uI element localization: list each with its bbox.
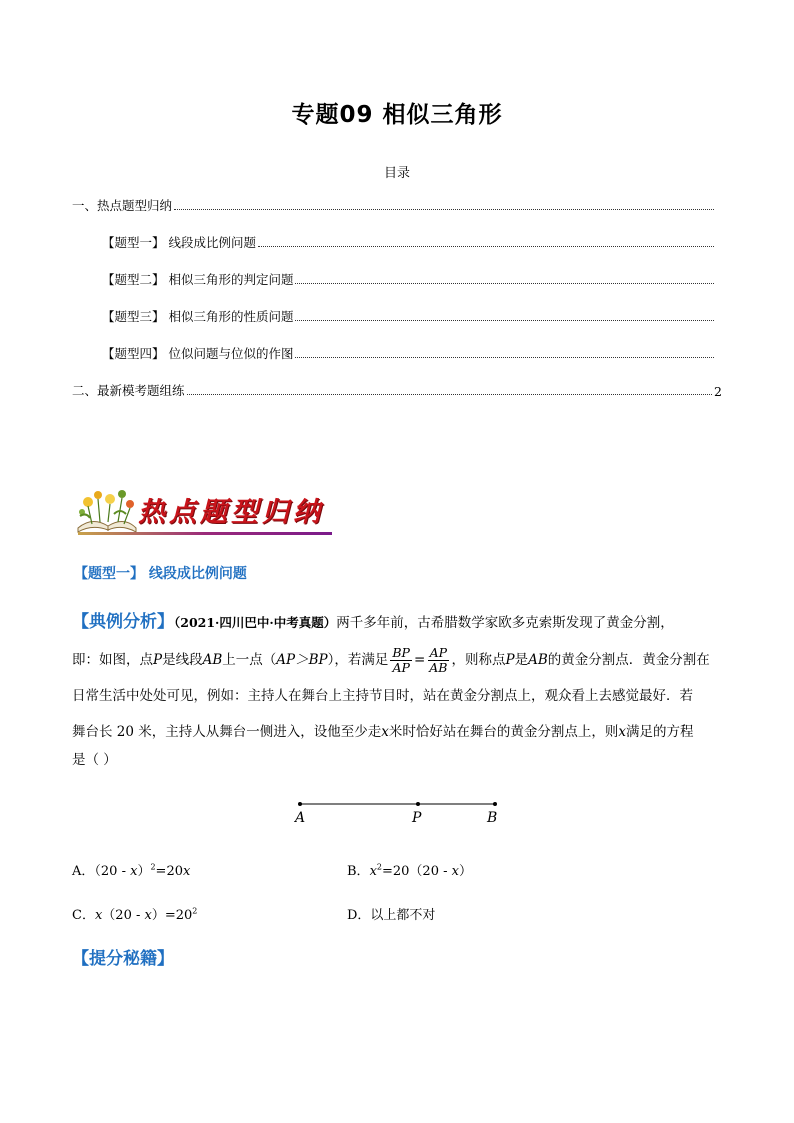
toc-entry[interactable]	[72, 381, 722, 399]
option-text: ）	[458, 864, 472, 879]
example-line-3: 日常生活中处处可见，例如：主持人在舞台上主持节目时，站在黄金分割点上，观众看上去感觉最好．若	[72, 688, 693, 704]
option-b[interactable]	[347, 860, 472, 879]
toc-leader	[295, 357, 714, 358]
example-line-1	[72, 612, 722, 638]
point-p	[416, 802, 420, 806]
fraction-numerator: BP	[392, 644, 410, 660]
example-text: ），若满足	[327, 652, 389, 668]
example-text: 舞台长 20 米，主持人从舞台一侧进入，设他至少走	[72, 724, 382, 740]
toc-entry[interactable]	[72, 196, 722, 214]
option-d[interactable]	[347, 904, 435, 923]
math-var: x	[130, 864, 138, 879]
page-title: 专题09 相似三角形	[291, 102, 503, 128]
toc-list	[72, 196, 722, 399]
example-line-5: 是（ ）	[72, 752, 117, 768]
example-text: ，则称点	[451, 652, 506, 668]
toc-leader	[295, 283, 714, 284]
example-text: 上一点（	[222, 652, 277, 668]
exponent: 2	[376, 862, 382, 872]
option-text: （20 -	[102, 908, 145, 923]
math-var: AB	[528, 652, 548, 668]
example-text: 两千多年前，古希腊数学家欧多克索斯发现了黄金分割，	[336, 615, 674, 631]
example-text: 是	[514, 652, 529, 668]
math-var: AB	[202, 652, 223, 668]
math-var: x	[369, 864, 377, 879]
exponent: 2	[192, 906, 198, 916]
toc-entry-page: 2	[714, 384, 722, 399]
example-label: 【典例分析】	[72, 612, 174, 632]
math-var: x	[451, 864, 459, 879]
example-source: （2021·四川巴中·中考真题）	[174, 615, 337, 630]
exponent: 2	[150, 862, 156, 872]
tips-heading: 【提分秘籍】	[72, 949, 174, 969]
option-text: D．以上都不对	[347, 908, 436, 923]
math-var: x	[94, 908, 103, 923]
toc-heading: 目录	[383, 166, 410, 181]
option-text: =20	[155, 864, 183, 879]
math-var: x	[618, 724, 627, 740]
math-var: x	[182, 864, 191, 879]
toc-entry[interactable]	[102, 270, 722, 288]
fraction-numerator: AP	[429, 644, 448, 660]
example-line-2	[72, 640, 722, 680]
toc-leader	[295, 320, 714, 321]
math-condition: AP＞BP	[276, 652, 328, 668]
option-text: =20（20 -	[382, 864, 452, 879]
toc-entry-label: 【题型三】 相似三角形的性质问题	[102, 309, 294, 324]
fraction-bp-ap	[390, 646, 412, 675]
option-c[interactable]	[72, 904, 197, 923]
example-text: 是线段	[162, 652, 203, 668]
point-b	[493, 802, 497, 806]
option-text: ）	[137, 864, 151, 879]
option-text: A．（20 -	[72, 864, 131, 879]
toc-entry-label: 一、热点题型归纳	[72, 198, 173, 213]
toc-leader	[187, 394, 713, 395]
toc-entry-label: 【题型二】 相似三角形的判定问题	[102, 272, 294, 287]
point-a	[298, 802, 302, 806]
math-var: x	[381, 724, 389, 740]
toc-entry-label: 【题型一】 线段成比例问题	[102, 235, 256, 250]
segment-figure	[290, 796, 510, 832]
toc-leader	[258, 246, 714, 247]
example-text: 的黄金分割点．黄金分割在	[547, 652, 710, 668]
option-text: B．	[347, 864, 370, 879]
example-line-4	[72, 722, 722, 742]
math-var: P	[505, 652, 515, 668]
toc-entry[interactable]	[102, 307, 722, 325]
toc-entry-label: 【题型四】 位似问题与位似的作图	[102, 346, 294, 361]
label-p: P	[412, 810, 422, 826]
fraction-denominator: AB	[429, 659, 448, 675]
toc-entry[interactable]	[102, 233, 722, 251]
example-text: 米时恰好站在舞台的黄金分割点上，则	[388, 724, 619, 740]
section-heading: 【题型一】 线段成比例问题	[74, 566, 247, 582]
math-var: P	[153, 652, 163, 668]
banner-title: 热点题型归纳	[138, 497, 324, 528]
toc-entry-label: 二、最新模考题组练	[72, 383, 185, 398]
example-text: 满足的方程	[626, 724, 694, 740]
toc-entry[interactable]	[102, 344, 722, 362]
label-a: A	[295, 810, 306, 826]
option-a[interactable]	[72, 860, 190, 879]
equals-sign: =	[413, 652, 426, 668]
example-problem	[72, 612, 722, 770]
option-text: C．	[72, 908, 95, 923]
fraction-denominator: AP	[392, 659, 410, 675]
book-flowers-icon	[78, 490, 136, 532]
label-b: B	[487, 810, 498, 826]
fraction-ap-ab	[427, 646, 449, 675]
example-text: 即：如图，点	[72, 652, 153, 668]
math-var: x	[144, 908, 152, 923]
toc-leader	[174, 209, 714, 210]
option-text: ）=20	[151, 908, 193, 923]
